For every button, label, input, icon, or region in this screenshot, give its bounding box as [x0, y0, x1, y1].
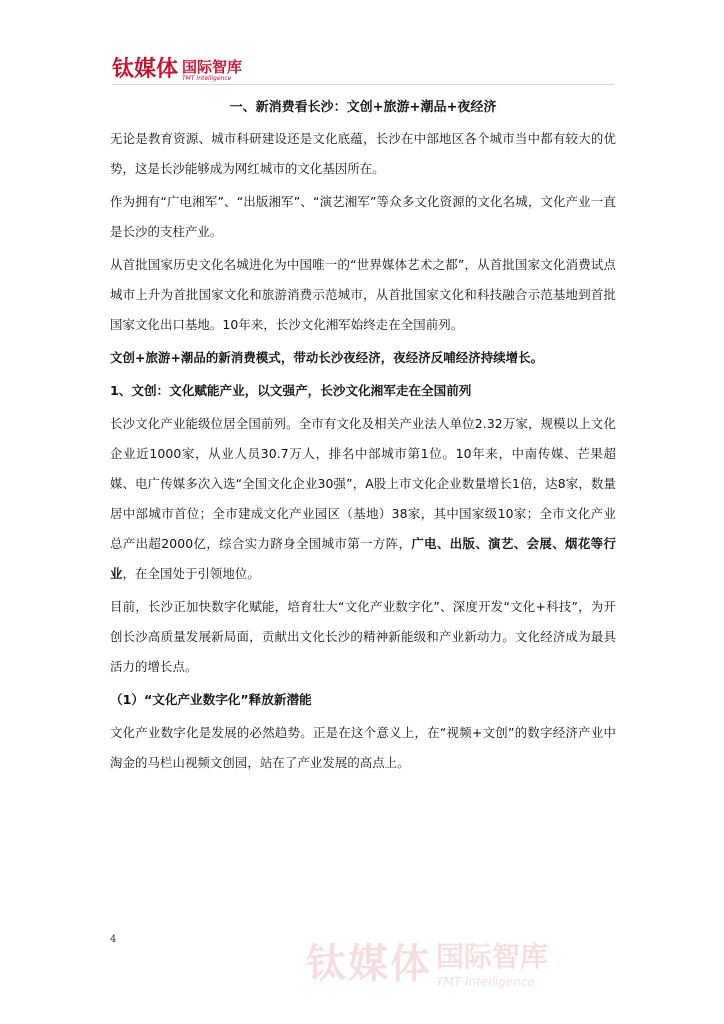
paragraph-5-bold: 广电、出版、演艺、会展、烟花等行业: [110, 536, 616, 581]
logo-sub-text: 国际智库: [182, 58, 243, 76]
header-divider: [112, 84, 614, 85]
paragraph-5-text-a: 长沙文化产业能级位居全国前列。全市有文化及相关产业法人单位2.32万家，规模以上文化企业近1000家，从业人员30.7万人，排名中部城市第1位。10年来，中南传媒、芒果超媒、电广传媒多次入选“全国文化企业30强”，A股上市文化企业数量增长1倍，达8家，数量居中部城市首位；全市建成文化产业园区（基地）38家，其中国家级10家；全市文化产业总产出超2000亿，综合实力跻身全国城市第一方阵，: [110, 416, 616, 551]
logo: [112, 56, 242, 82]
logo-en-text: TMT Intelligence: [182, 75, 232, 82]
page-number: 4: [110, 934, 117, 945]
paragraph-4-bold: 文创+旅游+潮品的新消费模式，带动长沙夜经济，夜经济反哺经济持续增长。: [110, 350, 544, 365]
paragraph-2: 作为拥有“广电湘军”、“出版湘军”、“演艺湘军”等众多文化资源的文化名城，文化产业一直是长沙的支柱产业。: [110, 194, 616, 239]
logo-main-text: 钛媒体: [112, 57, 179, 82]
paragraph-5-text-c: ，在全国处于引领地位。: [122, 566, 260, 581]
watermark-en-text: TMT Intelligence: [436, 975, 535, 989]
watermark-sub-text: 国际智库: [436, 940, 549, 973]
watermark-main-text: 钛媒体: [306, 941, 432, 987]
paragraph-1: 无论是教育资源、城市科研建设还是文化底蕴，长沙在中部地区各个城市当中都有较大的优势，这是长沙能够成为网红城市的文化基因所在。: [110, 131, 616, 176]
paragraph-5: [110, 409, 616, 589]
paragraph-7: 文化产业数字化是发展的必然趋势。正是在这个意义上，在“视频+文创”的数字经济产业中淘金的马栏山视频文创园，站在了产业发展的高点上。: [110, 725, 616, 770]
subsection-heading-2: （1）“文化产业数字化”释放新潜能: [110, 692, 312, 707]
watermark-side: [436, 935, 548, 989]
logo-side: [182, 59, 242, 82]
watermark: [306, 932, 548, 989]
subsection-heading-1: 1、文创：文化赋能产业，以文强产，长沙文化湘军走在全国前列: [110, 383, 472, 398]
section-title: 一、新消费看长沙：文创+旅游+潮品+夜经济: [229, 100, 497, 115]
paragraph-3: 从首批国家历史文化名城进化为中国唯一的“世界媒体艺术之都”，从首批国家文化消费试点城市上升为首批国家文化和旅游消费示范城市，从首批国家文化和科技融合示范基地到首批国家文化出口基地。10年来，长沙文化湘军始终走在全国前列。: [110, 257, 616, 332]
article-body: [110, 96, 616, 781]
paragraph-6: 目前，长沙正加快数字化赋能，培育壮大“文化产业数字化”、深度开发“文化+科技”，为开创长沙高质量发展新局面，贡献出文化长沙的精神新能级和产业新动力。文化经济成为最具活力的增长点。: [110, 599, 616, 674]
